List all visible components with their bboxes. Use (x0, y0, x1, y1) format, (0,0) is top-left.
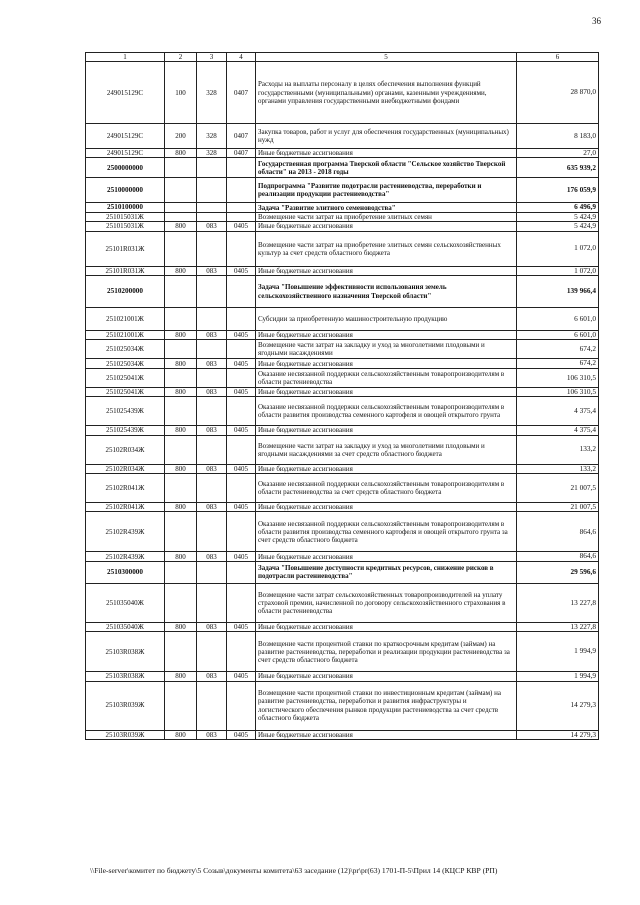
description-cell: Возмещение части процентной ставки по инвестиционным кредитам (займам) на развитие растениеводства, переработки и развития инфраструктуры и логистического обеспечения рынков продукции растениеводства за счет средств областного бюджета (256, 681, 517, 730)
section-code-cell: 0405 (227, 387, 256, 396)
ministry-code-cell (197, 435, 227, 464)
description-cell: Задача "Повышение доступности кредитных ресурсов, снижение рисков в подотрасли растениеводства" (256, 561, 517, 583)
target-code-cell: 251025439Ж (86, 426, 165, 435)
section-code-cell: 0407 (227, 62, 256, 124)
target-code-cell: 249015129С (86, 149, 165, 158)
section-code-cell (227, 397, 256, 426)
ministry-code-cell (197, 512, 227, 552)
ministry-code-cell: 328 (197, 124, 227, 149)
amount-cell: 13 227,8 (517, 583, 599, 622)
section-code-cell: 0407 (227, 124, 256, 149)
table-row (86, 359, 599, 368)
amount-cell: 28 870,0 (517, 62, 599, 124)
expense-type-cell (165, 397, 197, 426)
table-row (86, 426, 599, 435)
amount-cell: 133,2 (517, 435, 599, 464)
expense-type-cell: 800 (165, 149, 197, 158)
amount-cell: 6 601,0 (517, 308, 599, 331)
amount-cell: 5 424,9 (517, 212, 599, 221)
expense-type-cell (165, 681, 197, 730)
ministry-code-cell (197, 473, 227, 502)
target-code-cell: 25103R039Ж (86, 681, 165, 730)
description-cell: Иные бюджетные ассигнования (256, 266, 517, 275)
expense-type-cell (165, 561, 197, 583)
ministry-code-cell: 083 (197, 266, 227, 275)
target-code-cell: 249015129С (86, 124, 165, 149)
expense-type-cell: 800 (165, 331, 197, 340)
description-cell: Задача "Развитие элитного семеноводства" (256, 203, 517, 212)
amount-cell: 13 227,8 (517, 622, 599, 631)
section-code-cell (227, 308, 256, 331)
amount-cell: 674,2 (517, 359, 599, 368)
section-code-cell (227, 178, 256, 203)
target-code-cell: 25102R439Ж (86, 512, 165, 552)
amount-cell: 5 424,9 (517, 222, 599, 231)
target-code-cell: 25102R041Ж (86, 473, 165, 502)
ministry-code-cell (197, 178, 227, 203)
amount-cell: 864,6 (517, 512, 599, 552)
section-code-cell (227, 561, 256, 583)
target-code-cell: 249015129С (86, 62, 165, 124)
page-number: 36 (592, 16, 601, 26)
ministry-code-cell: 083 (197, 730, 227, 739)
table-row (86, 397, 599, 426)
ministry-code-cell: 083 (197, 552, 227, 561)
column-header: 6 (517, 53, 599, 62)
ministry-code-cell (197, 583, 227, 622)
section-code-cell (227, 368, 256, 387)
expense-type-cell (165, 158, 197, 178)
amount-cell: 1 994,9 (517, 672, 599, 681)
ministry-code-cell: 083 (197, 672, 227, 681)
ministry-code-cell (197, 231, 227, 266)
target-code-cell: 25101R031Ж (86, 266, 165, 275)
description-cell: Иные бюджетные ассигнования (256, 149, 517, 158)
ministry-code-cell: 083 (197, 464, 227, 473)
table-row (86, 583, 599, 622)
amount-cell: 106 310,5 (517, 387, 599, 396)
ministry-code-cell: 328 (197, 149, 227, 158)
target-code-cell: 251015031Ж (86, 212, 165, 221)
expense-type-cell (165, 231, 197, 266)
description-cell: Оказание несвязанной поддержки сельскохозяйственным товаропроизводителям в области растениеводства (256, 368, 517, 387)
expense-type-cell (165, 276, 197, 308)
amount-cell: 4 375,4 (517, 397, 599, 426)
amount-cell: 674,2 (517, 340, 599, 359)
ministry-code-cell (197, 158, 227, 178)
amount-cell: 176 059,9 (517, 178, 599, 203)
amount-cell: 14 279,3 (517, 730, 599, 739)
section-code-cell (227, 583, 256, 622)
expense-type-cell (165, 212, 197, 221)
ministry-code-cell: 083 (197, 331, 227, 340)
amount-cell: 14 279,3 (517, 681, 599, 730)
target-code-cell: 25103R038Ж (86, 672, 165, 681)
section-code-cell: 0405 (227, 730, 256, 739)
description-cell: Возмещение части затрат на закладку и уход за многолетними плодовыми и ягодными насаждениями за счет средств областного бюджета (256, 435, 517, 464)
expense-type-cell (165, 632, 197, 672)
section-code-cell (227, 212, 256, 221)
description-cell: Возмещение части затрат сельскохозяйственных товаропроизводителей на уплату страховой премии, начисленной по договору сельскохозяйственного страхования в области растениеводства (256, 583, 517, 622)
expense-type-cell: 200 (165, 124, 197, 149)
target-code-cell: 251035040Ж (86, 622, 165, 631)
target-code-cell: 251025041Ж (86, 387, 165, 396)
description-cell: Государственная программа Тверской области "Сельское хозяйство Тверской области" на 2013 - 2018 годы (256, 158, 517, 178)
section-code-cell: 0405 (227, 266, 256, 275)
expense-type-cell: 800 (165, 464, 197, 473)
table-row (86, 62, 599, 124)
section-code-cell (227, 231, 256, 266)
table-row (86, 331, 599, 340)
amount-cell: 27,0 (517, 149, 599, 158)
expense-type-cell: 800 (165, 426, 197, 435)
expense-type-cell: 800 (165, 222, 197, 231)
description-cell: Расходы на выплаты персоналу в целях обеспечения выполнения функций государственными (муниципальными) органами, казенными учреждениями, органами управления государственными внебюджетными фондами (256, 62, 517, 124)
amount-cell: 635 939,2 (517, 158, 599, 178)
section-code-cell: 0405 (227, 502, 256, 511)
table-row (86, 473, 599, 502)
description-cell: Иные бюджетные ассигнования (256, 502, 517, 511)
section-code-cell: 0405 (227, 222, 256, 231)
section-code-cell: 0407 (227, 149, 256, 158)
section-code-cell (227, 681, 256, 730)
description-cell: Возмещение части затрат на закладку и уход за многолетними плодовыми и ягодными насаждениями (256, 340, 517, 359)
amount-cell: 6 601,0 (517, 331, 599, 340)
table-row (86, 730, 599, 739)
table-row (86, 561, 599, 583)
description-cell: Иные бюджетные ассигнования (256, 730, 517, 739)
amount-cell: 8 183,0 (517, 124, 599, 149)
ministry-code-cell (197, 561, 227, 583)
target-code-cell: 2510100000 (86, 203, 165, 212)
table-row (86, 124, 599, 149)
section-code-cell (227, 435, 256, 464)
table-row (86, 464, 599, 473)
ministry-code-cell (197, 212, 227, 221)
amount-cell: 864,6 (517, 552, 599, 561)
expense-type-cell (165, 435, 197, 464)
section-code-cell (227, 473, 256, 502)
description-cell: Оказание несвязанной поддержки сельскохозяйственным товаропроизводителям в области растениеводства за счет средств областного бюджета (256, 473, 517, 502)
description-cell: Оказание несвязанной поддержки сельскохозяйственным товаропроизводителям в области развития производства семенного картофеля и овощей открытого грунта за счет средств областного бюджета (256, 512, 517, 552)
section-code-cell: 0405 (227, 426, 256, 435)
ministry-code-cell (197, 368, 227, 387)
table-row (86, 512, 599, 552)
target-code-cell: 251035040Ж (86, 583, 165, 622)
description-cell: Субсидии за приобретенную машиностроительную продукцию (256, 308, 517, 331)
target-code-cell: 251025439Ж (86, 397, 165, 426)
description-cell: Иные бюджетные ассигнования (256, 387, 517, 396)
section-code-cell: 0405 (227, 622, 256, 631)
description-cell: Закупка товаров, работ и услуг для обеспечения государственных (муниципальных) нужд (256, 124, 517, 149)
target-code-cell: 251025034Ж (86, 359, 165, 368)
target-code-cell: 25102R041Ж (86, 502, 165, 511)
ministry-code-cell: 083 (197, 359, 227, 368)
ministry-code-cell: 083 (197, 387, 227, 396)
table-row (86, 622, 599, 631)
table-header-row (86, 53, 599, 62)
description-cell: Возмещение части затрат на приобретение элитных семян (256, 212, 517, 221)
section-code-cell (227, 158, 256, 178)
table-row (86, 552, 599, 561)
ministry-code-cell: 083 (197, 426, 227, 435)
expense-type-cell: 800 (165, 266, 197, 275)
description-cell: Иные бюджетные ассигнования (256, 331, 517, 340)
description-cell: Возмещение части процентной ставки по краткосрочным кредитам (займам) на развитие растениеводства, переработки и реализации продукции растениеводства за счет средств областного бюджета (256, 632, 517, 672)
expense-type-cell (165, 340, 197, 359)
ministry-code-cell (197, 203, 227, 212)
expense-type-cell: 800 (165, 359, 197, 368)
section-code-cell (227, 632, 256, 672)
description-cell: Иные бюджетные ассигнования (256, 359, 517, 368)
section-code-cell: 0405 (227, 331, 256, 340)
table-row (86, 266, 599, 275)
expense-type-cell: 800 (165, 672, 197, 681)
expense-type-cell (165, 473, 197, 502)
ministry-code-cell: 083 (197, 622, 227, 631)
ministry-code-cell: 083 (197, 502, 227, 511)
column-header: 5 (256, 53, 517, 62)
amount-cell: 1 072,0 (517, 266, 599, 275)
table-row (86, 158, 599, 178)
description-cell: Оказание несвязанной поддержки сельскохозяйственным товаропроизводителям в области развития производства семенного картофеля и овощей открытого грунта (256, 397, 517, 426)
target-code-cell: 25102R034Ж (86, 464, 165, 473)
table-row (86, 672, 599, 681)
expense-type-cell (165, 308, 197, 331)
description-cell: Возмещение части затрат на приобретение элитных семян сельскохозяйственных культур за счет средств областного бюджета (256, 231, 517, 266)
amount-cell: 133,2 (517, 464, 599, 473)
column-header: 3 (197, 53, 227, 62)
section-code-cell: 0405 (227, 464, 256, 473)
table-row (86, 212, 599, 221)
ministry-code-cell (197, 632, 227, 672)
expense-type-cell: 800 (165, 387, 197, 396)
section-code-cell: 0405 (227, 672, 256, 681)
target-code-cell: 25103R038Ж (86, 632, 165, 672)
table-row (86, 149, 599, 158)
target-code-cell: 25102R034Ж (86, 435, 165, 464)
column-header: 2 (165, 53, 197, 62)
table-row (86, 276, 599, 308)
table-body (86, 62, 599, 740)
amount-cell: 6 496,9 (517, 203, 599, 212)
expense-type-cell: 800 (165, 502, 197, 511)
expense-type-cell (165, 512, 197, 552)
description-cell: Задача "Повышение эффективности использования земель сельскохозяйственного назначения Тверской области" (256, 276, 517, 308)
table-row (86, 368, 599, 387)
table-row (86, 681, 599, 730)
expense-type-cell: 100 (165, 62, 197, 124)
description-cell: Иные бюджетные ассигнования (256, 222, 517, 231)
target-code-cell: 2500000000 (86, 158, 165, 178)
table-row (86, 222, 599, 231)
table-row (86, 231, 599, 266)
ministry-code-cell: 083 (197, 222, 227, 231)
table-row (86, 340, 599, 359)
expense-type-cell: 800 (165, 552, 197, 561)
description-cell: Иные бюджетные ассигнования (256, 622, 517, 631)
section-code-cell: 0405 (227, 359, 256, 368)
target-code-cell: 25102R439Ж (86, 552, 165, 561)
expense-type-cell (165, 368, 197, 387)
amount-cell: 29 596,6 (517, 561, 599, 583)
ministry-code-cell (197, 308, 227, 331)
description-cell: Иные бюджетные ассигнования (256, 464, 517, 473)
amount-cell: 21 007,5 (517, 473, 599, 502)
amount-cell: 1 072,0 (517, 231, 599, 266)
target-code-cell: 2510000000 (86, 178, 165, 203)
section-code-cell (227, 512, 256, 552)
amount-cell: 21 007,5 (517, 502, 599, 511)
table-row (86, 632, 599, 672)
target-code-cell: 251021001Ж (86, 331, 165, 340)
description-cell: Иные бюджетные ассигнования (256, 672, 517, 681)
amount-cell: 106 310,5 (517, 368, 599, 387)
expense-type-cell: 800 (165, 730, 197, 739)
section-code-cell: 0405 (227, 552, 256, 561)
table-row (86, 203, 599, 212)
table-row (86, 502, 599, 511)
target-code-cell: 25103R039Ж (86, 730, 165, 739)
ministry-code-cell: 328 (197, 62, 227, 124)
amount-cell: 1 994,9 (517, 632, 599, 672)
ministry-code-cell (197, 397, 227, 426)
target-code-cell: 251025034Ж (86, 340, 165, 359)
amount-cell: 4 375,4 (517, 426, 599, 435)
ministry-code-cell (197, 276, 227, 308)
column-header: 4 (227, 53, 256, 62)
ministry-code-cell (197, 340, 227, 359)
section-code-cell (227, 340, 256, 359)
description-cell: Иные бюджетные ассигнования (256, 552, 517, 561)
target-code-cell: 2510200000 (86, 276, 165, 308)
description-cell: Подпрограмма "Развитие подотрасли растениеводства, переработки и реализации продукции растениеводства" (256, 178, 517, 203)
expense-type-cell (165, 203, 197, 212)
target-code-cell: 251015031Ж (86, 222, 165, 231)
target-code-cell: 2510300000 (86, 561, 165, 583)
expense-type-cell (165, 583, 197, 622)
section-code-cell (227, 203, 256, 212)
expense-type-cell: 800 (165, 622, 197, 631)
description-cell: Иные бюджетные ассигнования (256, 426, 517, 435)
target-code-cell: 251021001Ж (86, 308, 165, 331)
expense-type-cell (165, 178, 197, 203)
amount-cell: 139 966,4 (517, 276, 599, 308)
budget-table (85, 52, 599, 740)
table-row (86, 387, 599, 396)
target-code-cell: 25101R031Ж (86, 231, 165, 266)
file-path-footer: \\File-server\комитет по бюджету\5 Созыв\документы комитета\63 заседание (12)\pr\pr(63) 1701-П-5\Прил 14 (КЦСР КВР (РП) (90, 866, 498, 875)
target-code-cell: 251025041Ж (86, 368, 165, 387)
table-row (86, 308, 599, 331)
column-header: 1 (86, 53, 165, 62)
ministry-code-cell (197, 681, 227, 730)
section-code-cell (227, 276, 256, 308)
table-row (86, 435, 599, 464)
table-row (86, 178, 599, 203)
